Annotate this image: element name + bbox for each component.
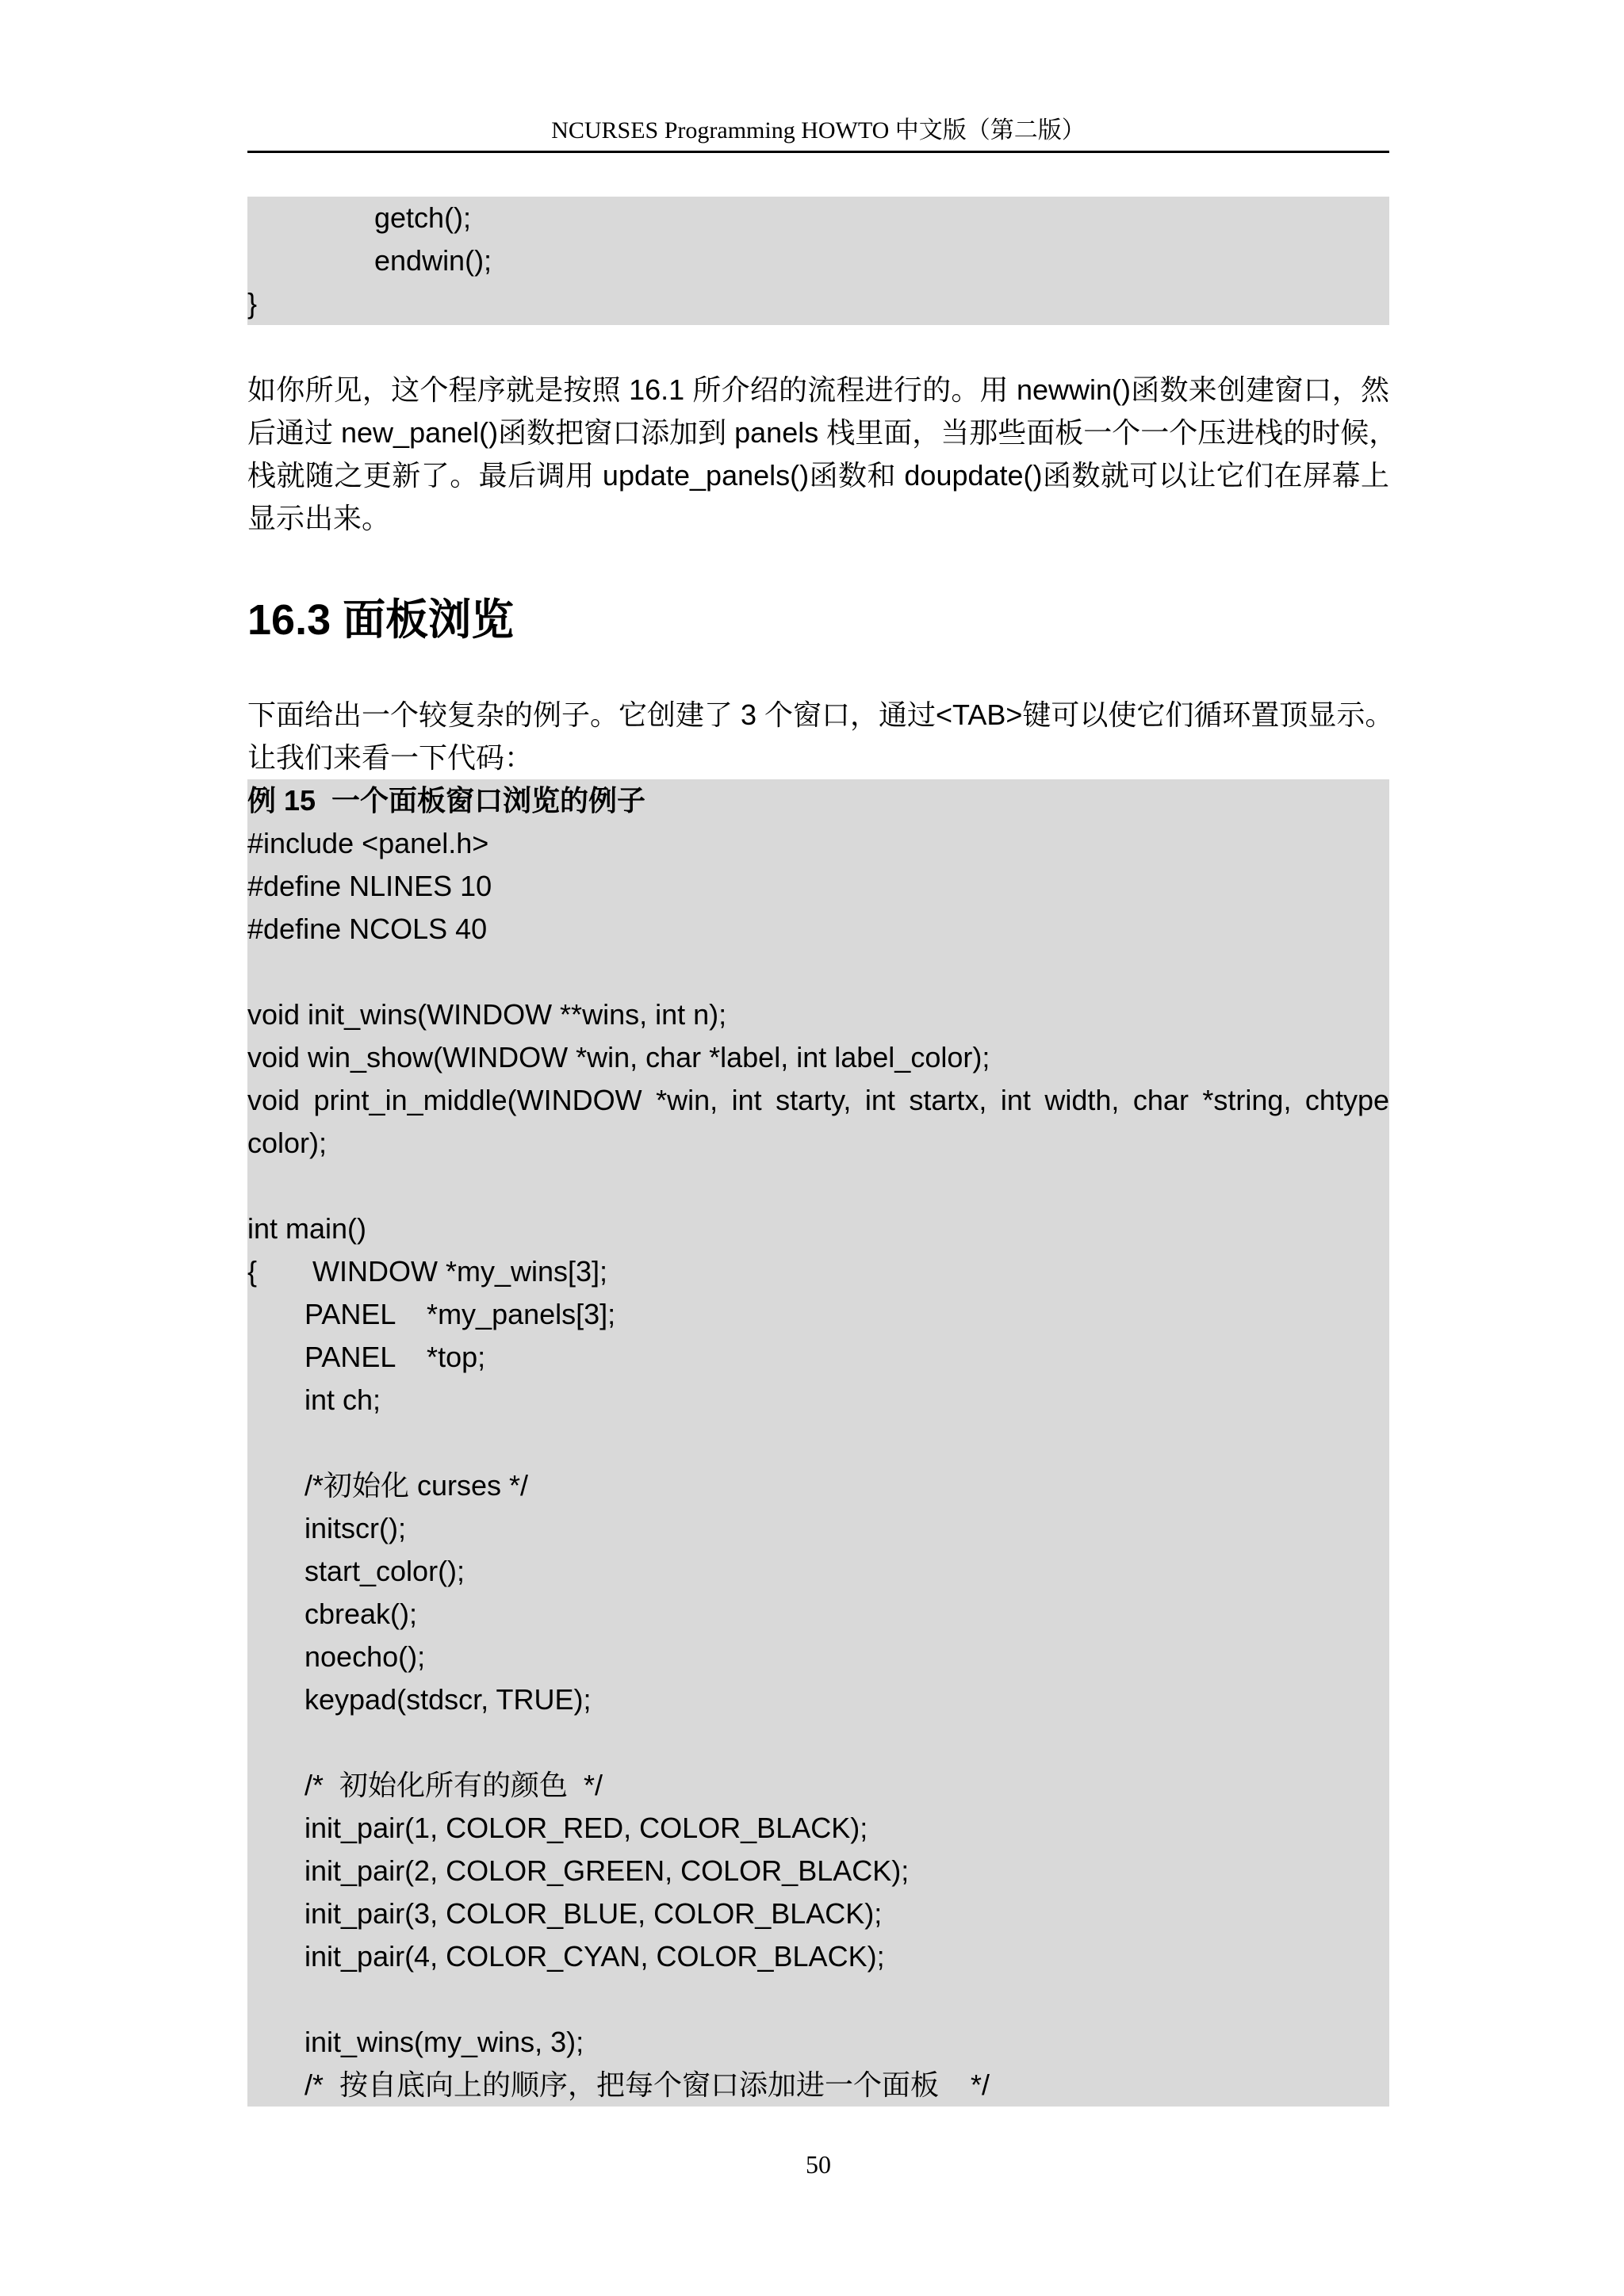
code-main-line: void win_show(WINDOW *win, char *label, int label_color); (247, 1041, 990, 1073)
code-main-line: init_pair(1, COLOR_RED, COLOR_BLACK); (304, 1812, 868, 1844)
paragraph-line: 让我们来看一下代码： (247, 741, 534, 774)
code-main-line: #include <panel.h> (247, 827, 489, 859)
code-top-line: } (247, 287, 258, 320)
example-caption: 例 15 一个面板窗口浏览的例子 (247, 784, 646, 817)
code-main-line: PANEL *my_panels[3]; (304, 1298, 616, 1330)
code-main-line: void init_wins(WINDOW **wins, int n); (247, 998, 727, 1031)
code-main-line (247, 1721, 1389, 1764)
paragraph-intro (247, 694, 1394, 779)
page-number: 50 (806, 2150, 831, 2179)
code-main-line: init_pair(3, COLOR_BLUE, COLOR_BLACK); (304, 1897, 883, 1930)
code-top-line: getch(); (374, 201, 472, 234)
code-main-line (247, 951, 1389, 993)
code-block-example-15 (247, 779, 1389, 2107)
header-rule (247, 151, 1389, 153)
code-main-line: /*初始化 curses */ (304, 1469, 529, 1502)
code-main-line: init_pair(2, COLOR_GREEN, COLOR_BLACK); (304, 1854, 910, 1887)
paragraph-line: 后通过 new_panel()函数把窗口添加到 panels 栈里面，当那些面板一个一个压进栈的时候， (247, 416, 1398, 449)
code-main-line: keypad(stdscr, TRUE); (304, 1683, 592, 1716)
code-main-line: start_color(); (304, 1555, 465, 1587)
paragraph-explanation (247, 369, 1398, 540)
code-main-line: /* 初始化所有的颜色 */ (304, 1769, 603, 1801)
code-main-line: #define NLINES 10 (247, 870, 492, 902)
code-main-line: noecho(); (304, 1640, 426, 1673)
code-main-line: cbreak(); (304, 1598, 418, 1630)
paragraph-line: 栈就随之更新了。最后调用 update_panels()函数和 doupdate()函数就可以让它们在屏幕上 (247, 459, 1389, 492)
code-main-line: { WINDOW *my_wins[3]; (247, 1255, 608, 1288)
code-main-line (247, 1422, 1389, 1464)
code-top-line: endwin(); (374, 244, 492, 277)
code-block-top (247, 197, 1389, 325)
code-main-line: init_pair(4, COLOR_CYAN, COLOR_BLACK); (304, 1940, 885, 1973)
code-main-line: int main() (247, 1212, 367, 1245)
code-main-line: #define NCOLS 40 (247, 913, 488, 945)
running-header: NCURSES Programming HOWTO 中文版（第二版） (551, 117, 1086, 144)
paragraph-line: 下面给出一个较复杂的例子。它创建了 3 个窗口，通过<TAB>键可以使它们循环置顶显示。 (247, 698, 1394, 731)
code-main-line: initscr(); (304, 1512, 406, 1544)
code-main-line: PANEL *top; (304, 1341, 486, 1373)
code-main-line: color); (247, 1127, 327, 1159)
paragraph-line: 显示出来。 (247, 502, 391, 534)
code-main-line: init_wins(my_wins, 3); (304, 2026, 584, 2058)
code-main-line: /* 按自底向上的顺序，把每个窗口添加进一个面板 */ (304, 2068, 990, 2101)
paragraph-line: 如你所见，这个程序就是按照 16.1 所介绍的流程进行的。用 newwin()函数来创建窗口，然 (247, 373, 1389, 406)
code-main-line (247, 1165, 1389, 1207)
code-main-line: void print_in_middle(WINDOW *win, int starty, int startx, int width, char *string, chtype (247, 1084, 1389, 1116)
section-heading: 16.3 面板浏览 (247, 596, 515, 644)
code-main-line: int ch; (304, 1383, 381, 1416)
code-main-line (247, 1978, 1389, 2021)
